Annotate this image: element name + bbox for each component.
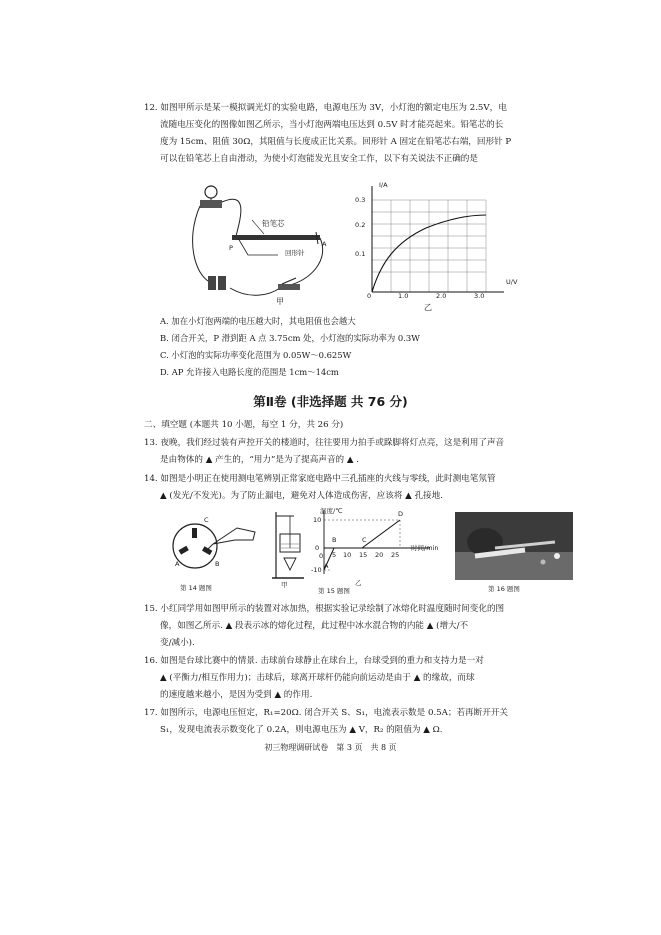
fig14-label-a: A [175, 560, 180, 568]
fig16-caption: 第 16 题图 [488, 585, 520, 593]
pencil-label: 铅笔芯 [262, 219, 285, 228]
fig15-origin: 0 [319, 552, 324, 560]
q15-line-3: 变/减小). [160, 638, 195, 648]
fig15-xtick-15: 15 [359, 551, 368, 559]
q13-line-1: 13. 夜晚，我们经过装有声控开关的楼道时，往往要用力拍手或跺脚将灯点亮，这是利用了声音 [144, 438, 505, 448]
fig15-point-d: D [398, 510, 404, 518]
section-title: 第Ⅱ卷 (非选择题 共 76 分) [253, 394, 408, 409]
fig15-ytick-10: 10 [313, 516, 322, 524]
fig15-xtick-20: 20 [375, 551, 384, 559]
fig14-caption: 第 14 题图 [180, 584, 212, 592]
fig15-point-c: C [362, 536, 367, 544]
q16-line-1: 16. 如图是台球比赛中的情景. 击球前台球静止在球台上，台球受到的重力和支持力是一对 [144, 656, 484, 666]
part-two-heading: 二、填空题 (本题共 10 小题，每空 1 分，共 26 分) [144, 420, 344, 430]
iu-xlabel: U/V [506, 278, 518, 286]
fig15-xlabel: 时间/min [411, 544, 439, 552]
fig-jia-caption: 甲 [276, 297, 284, 306]
fig15-ylabel: 温度/℃ [320, 507, 343, 515]
q14-line-1: 14. 如图是小明正在使用测电笔辨别正常家庭电路中三孔插座的火线与零线，此时测电笔氖管 [144, 474, 496, 484]
iu-ylabel: I/A [379, 181, 388, 189]
q12-option-b: B. 闭合开关，P 滑到距 A 点 3.75cm 处，小灯泡的实际功率为 0.3W [160, 333, 420, 343]
iu-ytick-0.1: 0.1 [355, 250, 366, 258]
fig15-ytick-0: 0 [315, 544, 320, 552]
fig15-point-a: A [324, 562, 329, 570]
fig15-yi: 乙 [355, 579, 362, 587]
q12-option-a: A. 加在小灯泡两端的电压越大时，其电阻值也会越大 [160, 316, 356, 326]
q13-line-2: 是由物体的 ▲ 产生的，“用力”是为了提高声音的 ▲ . [160, 455, 359, 465]
q16-line-3: 的速度越来越小，是因为受到 ▲ 的作用. [160, 690, 313, 700]
q12-line-2: 流随电压变化的图像如图乙所示，当小灯泡两端电压达到 0.5V 时才能亮起来。铅笔芯的长 [160, 120, 504, 130]
fig15-xtick-10: 10 [343, 551, 352, 559]
fig15-xtick-5: 5 [332, 551, 337, 559]
iu-ytick-0.3: 0.3 [355, 196, 366, 204]
clip-label: 回形针 [285, 249, 305, 257]
q14-line-2: ▲ (发光/不发光)。为了防止漏电，避免对人体造成伤害，应该将 ▲ 孔接地. [160, 491, 443, 501]
q12-option-c: C. 小灯泡的实际功率变化范围为 0.05W～0.625W [160, 350, 352, 360]
test-pen-icon [207, 528, 255, 550]
a-label: A [322, 240, 327, 248]
iu-xtick-3: 3.0 [474, 292, 485, 300]
q17-line-1: 17. 如图所示，电源电压恒定，R₁=20Ω. 闭合开关 S、S₁，电流表示数是 0.5A；若再断开开关 [144, 708, 509, 718]
q17-line-2: S₁，发现电流表示数变化了 0.2A，则电源电压为 ▲ V，R₂ 的阻值为 ▲ Ω. [160, 725, 443, 735]
fig14-label-c: C [204, 516, 209, 524]
q16-line-2: ▲ (平衡力/相互作用力)；击球后，球离开球杆仍能向前运动是由于 ▲ 的缘故，而球 [160, 673, 475, 683]
iu-ytick-0.2: 0.2 [355, 221, 366, 229]
q12-line-4: 可以在铅笔芯上自由滑动，为使小灯泡能发光且安全工作，以下有关说法不正确的是 [160, 154, 478, 164]
page-footer: 初三物理调研试卷 第 3 页 共 8 页 [264, 743, 397, 752]
fig15-jia: 甲 [281, 581, 288, 589]
fig15-point-b: B [332, 536, 337, 544]
q12-line-3: 度为 15cm、阻值 30Ω，其阻值与长度成正比关系。回形针 A 固定在铅笔芯右端，回形针 P [160, 137, 512, 147]
billiards-photo [455, 512, 573, 580]
fig-yi-caption: 乙 [424, 303, 432, 312]
iu-xtick-2: 2.0 [436, 292, 447, 300]
iu-origin: 0 [367, 292, 372, 300]
q12-line-1: 12. 如图甲所示是某一模拟调光灯的实验电路，电源电压为 3V，小灯泡的额定电压为 2.5V，电 [144, 103, 507, 113]
fig15-ytick-neg10: -10 [311, 566, 322, 574]
fig15-xtick-25: 25 [391, 551, 400, 559]
q15-line-2: 像，如图乙所示. ▲ 段表示冰的熔化过程，此过程中冰水混合物的内能 ▲ (增大/不 [160, 621, 469, 631]
q15-line-1: 15. 小红同学用如图甲所示的装置对冰加热，根据实验记录绘制了冰熔化时温度随时间变化的图 [144, 604, 505, 614]
fig15-caption: 第 15 题图 [318, 587, 350, 595]
fig14-label-b: B [215, 560, 220, 568]
q12-iu-graph [356, 182, 506, 302]
lamp-icon [200, 186, 222, 208]
p-label: P [229, 244, 233, 252]
q12-option-d: D. AP 允许接入电路长度的范围是 1cm～14cm [160, 367, 339, 377]
fig14-socket-figure [165, 514, 265, 578]
battery-icon [208, 276, 226, 290]
fig15-apparatus [268, 508, 308, 584]
iu-xtick-1: 1.0 [398, 292, 409, 300]
switch-icon [278, 278, 300, 290]
